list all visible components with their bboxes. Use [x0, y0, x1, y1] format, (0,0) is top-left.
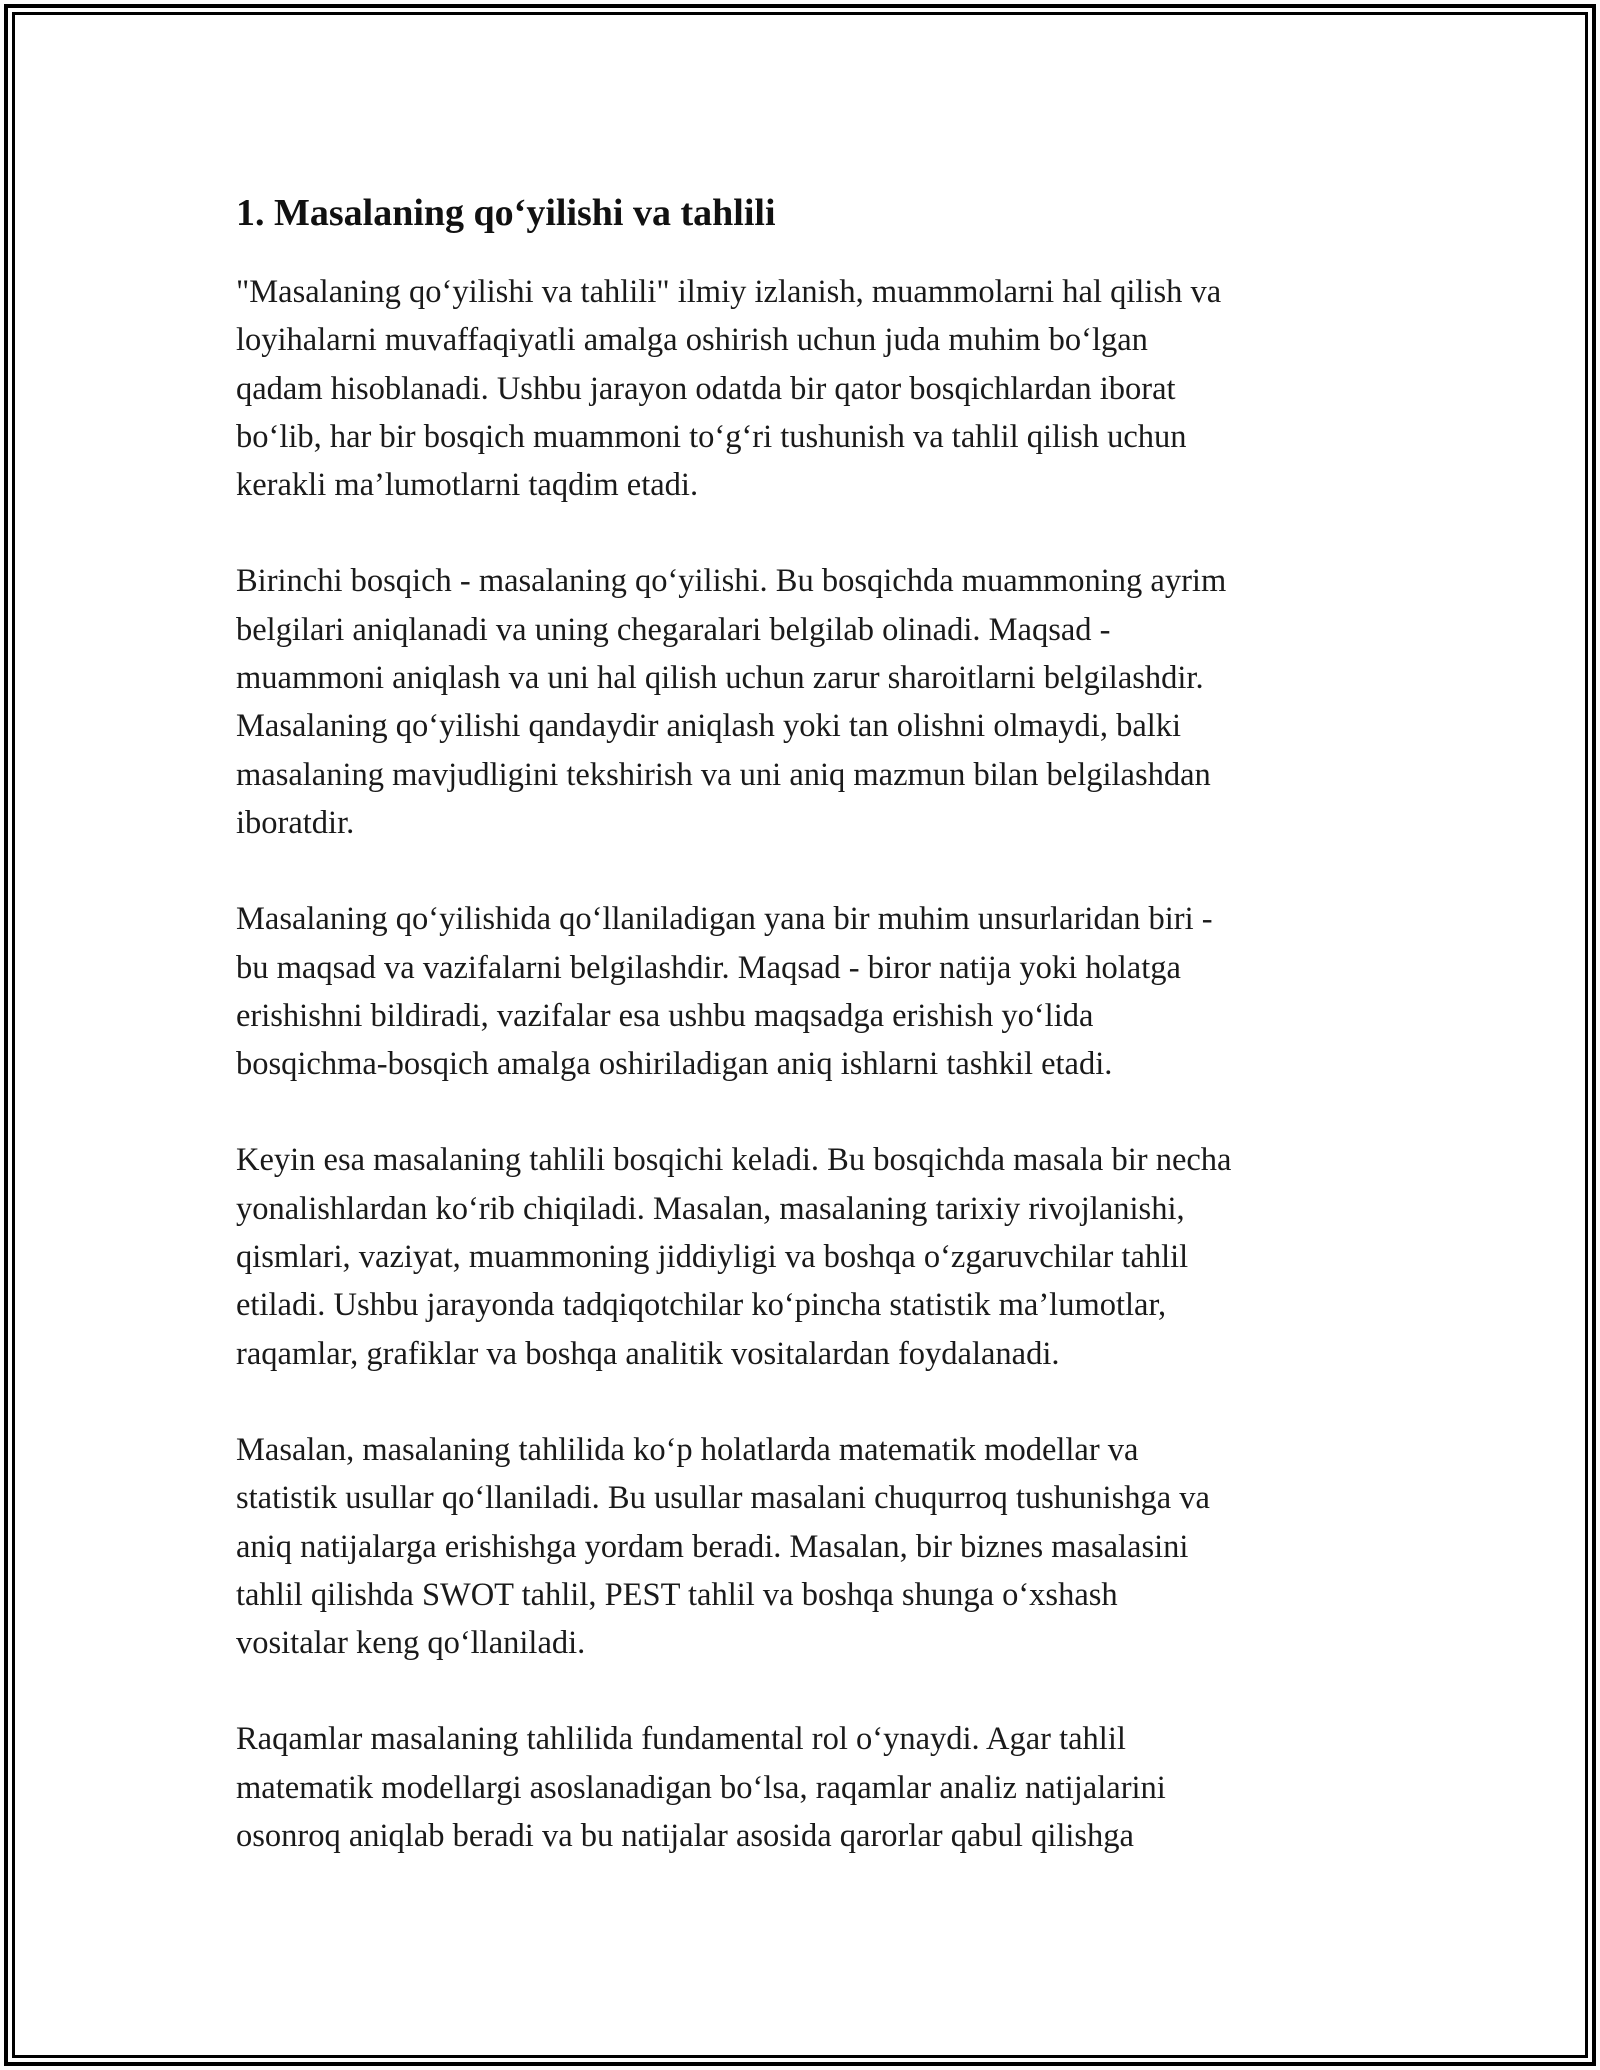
- text-line: iboratdir.: [236, 804, 355, 841]
- text-line: Raqamlar masalaning tahlilida fundamental rol o‘ynaydi. Agar tahlil: [236, 1721, 1126, 1758]
- text-line: erishishni bildiradi, vazifalar esa ushbu maqsadga erishish yo‘lida: [236, 997, 1094, 1034]
- section-heading: 1. Masalaning qo‘yilishi va tahlili: [236, 192, 776, 234]
- text-line: bo‘lib, har bir bosqich muammoni to‘g‘ri tushunish va tahlil qilish uchun: [236, 418, 1187, 455]
- text-line: bu maqsad va vazifalarni belgilashdir. Maqsad - biror natija yoki holatga: [236, 949, 1181, 986]
- text-line: tahlil qilishda SWOT tahlil, PEST tahlil va boshqa shunga o‘xshash: [236, 1576, 1118, 1613]
- text-line: kerakli ma’lumotlarni taqdim etadi.: [236, 467, 699, 504]
- paragraph-goals: [236, 895, 1366, 1088]
- text-line: etiladi. Ushbu jarayonda tadqiqotchilar ko‘pincha statistik ma’lumotlar,: [236, 1287, 1167, 1324]
- text-line: Birinchi bosqich - masalaning qo‘yilishi. Bu bosqichda muammoning ayrim: [236, 563, 1227, 600]
- paragraph-first-stage: [236, 557, 1366, 847]
- text-line: qismlari, vaziyat, muammoning jiddiyligi va boshqa o‘zgaruvchilar tahlil: [236, 1239, 1189, 1276]
- text-line: loyihalarni muvaffaqiyatli amalga oshirish uchun juda muhim bo‘lgan: [236, 322, 1148, 359]
- text-line: belgilari aniqlanadi va uning chegaralari belgilab olinadi. Maqsad -: [236, 611, 1111, 648]
- text-line: raqamlar, grafiklar va boshqa analitik vositalardan foydalanadi.: [236, 1335, 1060, 1372]
- text-line: vositalar keng qo‘llaniladi.: [236, 1625, 586, 1662]
- text-line: aniq natijalarga erishishga yordam beradi. Masalan, bir biznes masalasini: [236, 1528, 1189, 1565]
- document-page: [236, 184, 1366, 1908]
- paragraph-analysis-stage: [236, 1136, 1366, 1377]
- paragraph-intro: [236, 268, 1366, 509]
- paragraph-numbers: [236, 1715, 1366, 1860]
- text-line: masalaning mavjudligini tekshirish va uni aniq mazmun bilan belgilashdan: [236, 756, 1211, 793]
- text-line: bosqichma-bosqich amalga oshiriladigan aniq ishlarni tashkil etadi.: [236, 1046, 1113, 1083]
- text-line: Masalan, masalaning tahlilida ko‘p holatlarda matematik modellar va: [236, 1431, 1139, 1468]
- text-line: qadam hisoblanadi. Ushbu jarayon odatda bir qator bosqichlardan iborat: [236, 370, 1176, 407]
- text-line: Masalaning qo‘yilishida qo‘llaniladigan yana bir muhim unsurlaridan biri -: [236, 901, 1213, 938]
- text-line: muammoni aniqlash va uni hal qilish uchun zarur sharoitlarni belgilashdir.: [236, 660, 1204, 697]
- text-line: statistik usullar qo‘llaniladi. Bu usullar masalani chuqurroq tushunishga va: [236, 1480, 1210, 1517]
- text-line: yonalishlardan ko‘rib chiqiladi. Masalan, masalaning tarixiy rivojlanishi,: [236, 1190, 1185, 1227]
- text-line: Keyin esa masalaning tahlili bosqichi keladi. Bu bosqichda masala bir necha: [236, 1142, 1232, 1179]
- text-line: Masalaning qo‘yilishi qandaydir aniqlash yoki tan olishni olmaydi, balki: [236, 708, 1182, 745]
- text-line: "Masalaning qo‘yilishi va tahlili" ilmiy izlanish, muammolarni hal qilish va: [236, 274, 1222, 310]
- text-line: matematik modellargi asoslanadigan bo‘lsa, raqamlar analiz natijalarini: [236, 1769, 1166, 1806]
- paragraph-methods: [236, 1426, 1366, 1667]
- text-line: osonroq aniqlab beradi va bu natijalar asosida qarorlar qabul qilishga: [236, 1818, 1134, 1855]
